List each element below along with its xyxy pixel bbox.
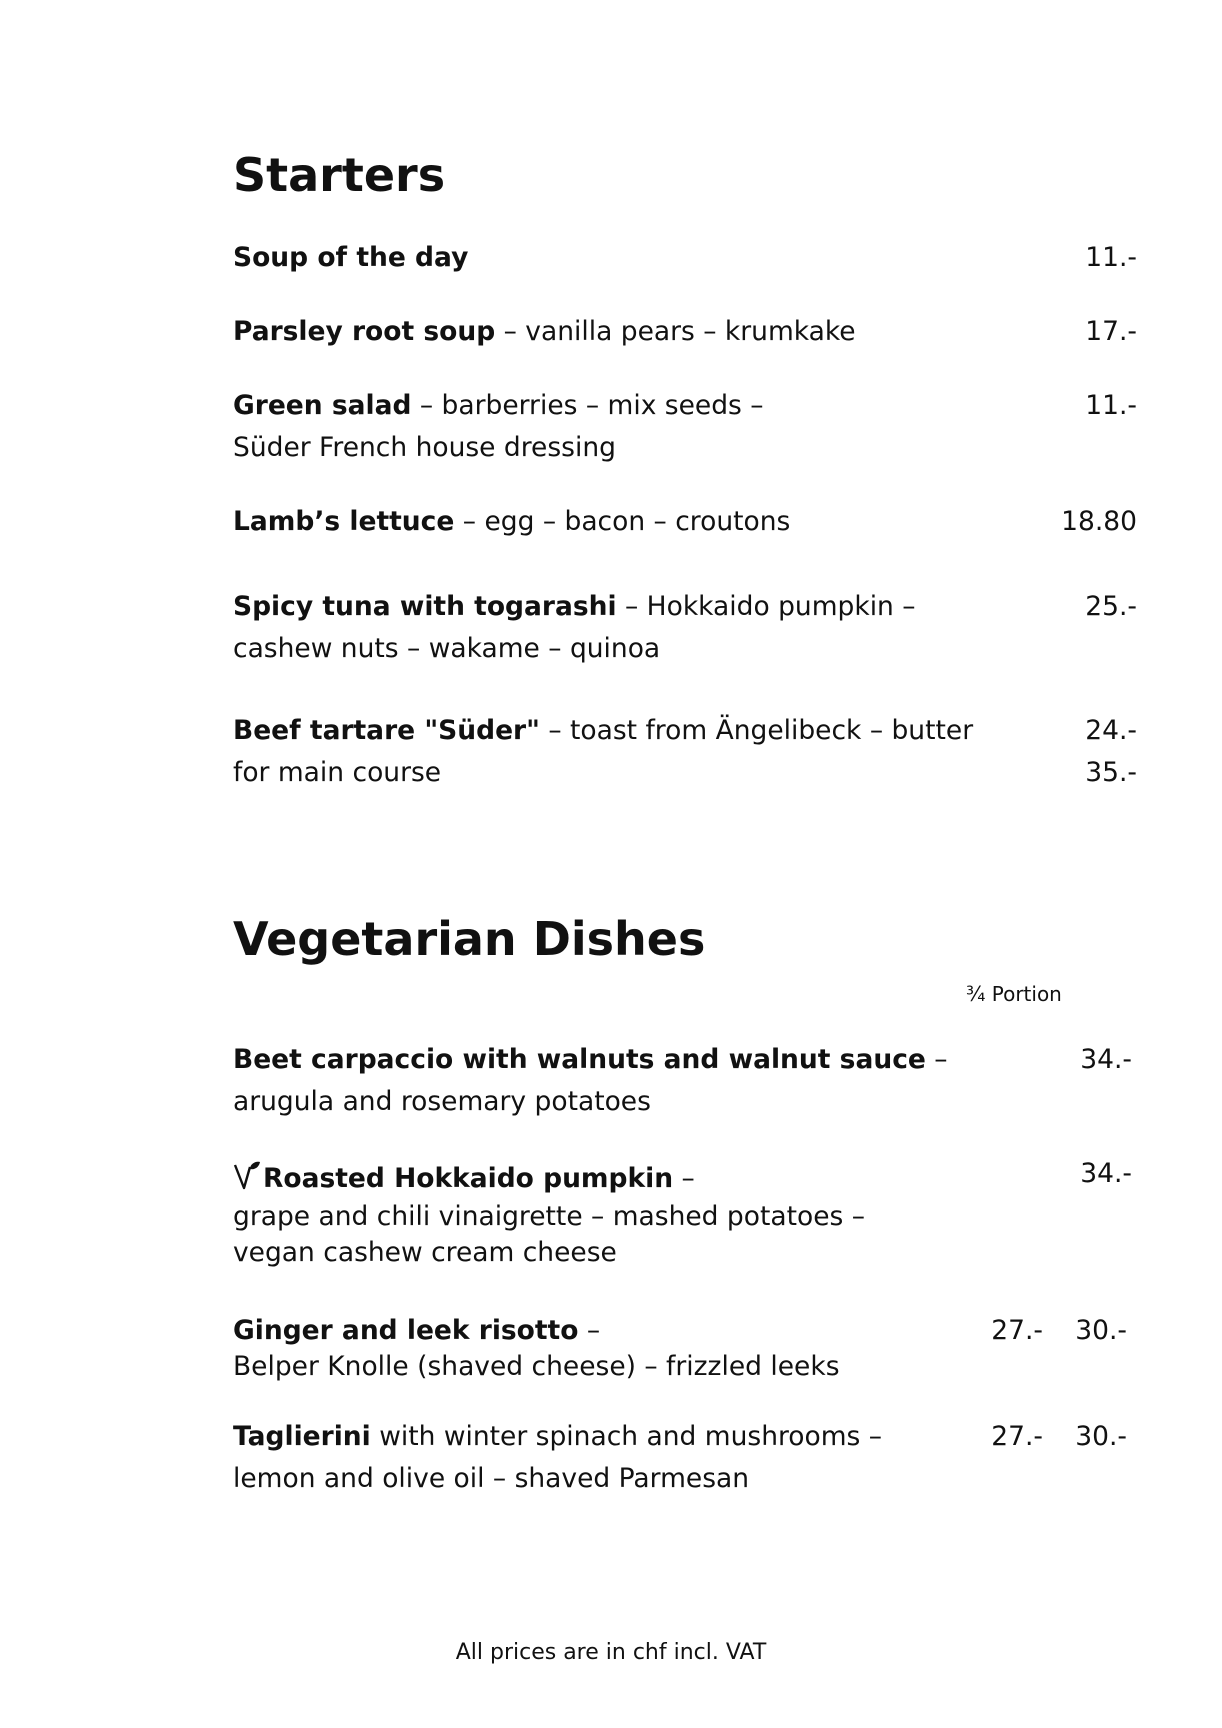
dish-name: Spicy tuna with togarashi (233, 591, 617, 622)
dish-desc-line: for main course (233, 757, 442, 788)
dish-desc: – vanilla pears – krumkake (495, 316, 856, 347)
dish-price: 24.- (1085, 715, 1137, 746)
dish-desc-line: grape and chili vinaigrette – mashed potatoes – (233, 1201, 865, 1232)
dish-price: 17.- (1085, 316, 1137, 347)
menu-item-beet-carpaccio (233, 1044, 948, 1075)
dish-price: 25.- (1085, 591, 1137, 622)
dish-desc: – egg – bacon – croutons (454, 506, 791, 537)
dish-desc: – (578, 1315, 601, 1346)
dish-price-portion: 27.- (991, 1421, 1043, 1452)
dish-price: 30.- (1075, 1421, 1127, 1452)
dish-desc: – toast from Ängelibeck – butter (539, 715, 974, 746)
dish-price-main-course: 35.- (1085, 757, 1137, 788)
section-title-starters: Starters (233, 148, 446, 202)
dish-desc-line: lemon and olive oil – shaved Parmesan (233, 1463, 750, 1494)
vegan-leaf-icon (233, 1161, 263, 1197)
menu-item-green-salad (233, 390, 764, 421)
dish-desc-line: vegan cashew cream cheese (233, 1237, 617, 1268)
dish-name: Beef tartare "Süder" (233, 715, 540, 746)
dish-name: Taglierini (233, 1421, 371, 1452)
dish-name: Beet carpaccio with walnuts and walnut sauce (233, 1044, 926, 1075)
menu-item-beef-tartare (233, 715, 974, 746)
dish-price: 34.- (1080, 1044, 1132, 1075)
dish-price: 34.- (1080, 1158, 1132, 1189)
dish-name: Roasted Hokkaido pumpkin (263, 1163, 674, 1194)
dish-price-portion: 27.- (991, 1315, 1043, 1346)
dish-desc-line: arugula and rosemary potatoes (233, 1086, 651, 1117)
menu-item-roasted-pumpkin (233, 1161, 695, 1197)
menu-item-spicy-tuna (233, 591, 916, 622)
dish-price: 11.- (1085, 242, 1137, 273)
menu-item-lambs-lettuce (233, 506, 791, 537)
dish-name: Green salad (233, 390, 412, 421)
footer-note: All prices are in chf incl. VAT (455, 1640, 767, 1665)
portion-column-label: ¾ Portion (966, 982, 1062, 1006)
dish-name: Soup of the day (233, 242, 469, 273)
menu-item-taglierini (233, 1421, 883, 1452)
menu-item-ginger-leek-risotto (233, 1315, 601, 1346)
dish-desc-line: Belper Knolle (shaved cheese) – frizzled leeks (233, 1351, 840, 1382)
dish-price: 18.80 (1061, 506, 1137, 537)
dish-name: Parsley root soup (233, 316, 496, 347)
dish-desc-line: cashew nuts – wakame – quinoa (233, 633, 661, 664)
menu-item-parsley-root-soup (233, 316, 856, 347)
section-title-vegetarian: Vegetarian Dishes (233, 912, 706, 966)
dish-desc: – (673, 1163, 695, 1194)
dish-desc: – Hokkaido pumpkin – (616, 591, 916, 622)
dish-name: Lamb’s lettuce (233, 506, 455, 537)
dish-name: Ginger and leek risotto (233, 1315, 579, 1346)
menu-item-soup-of-the-day (233, 242, 469, 273)
dish-desc: – barberries – mix seeds – (411, 390, 764, 421)
dish-price: 30.- (1075, 1315, 1127, 1346)
dish-desc-line: Süder French house dressing (233, 432, 616, 463)
dish-price: 11.- (1085, 390, 1137, 421)
dish-desc: with winter spinach and mushrooms – (370, 1421, 883, 1452)
dish-desc: – (925, 1044, 948, 1075)
